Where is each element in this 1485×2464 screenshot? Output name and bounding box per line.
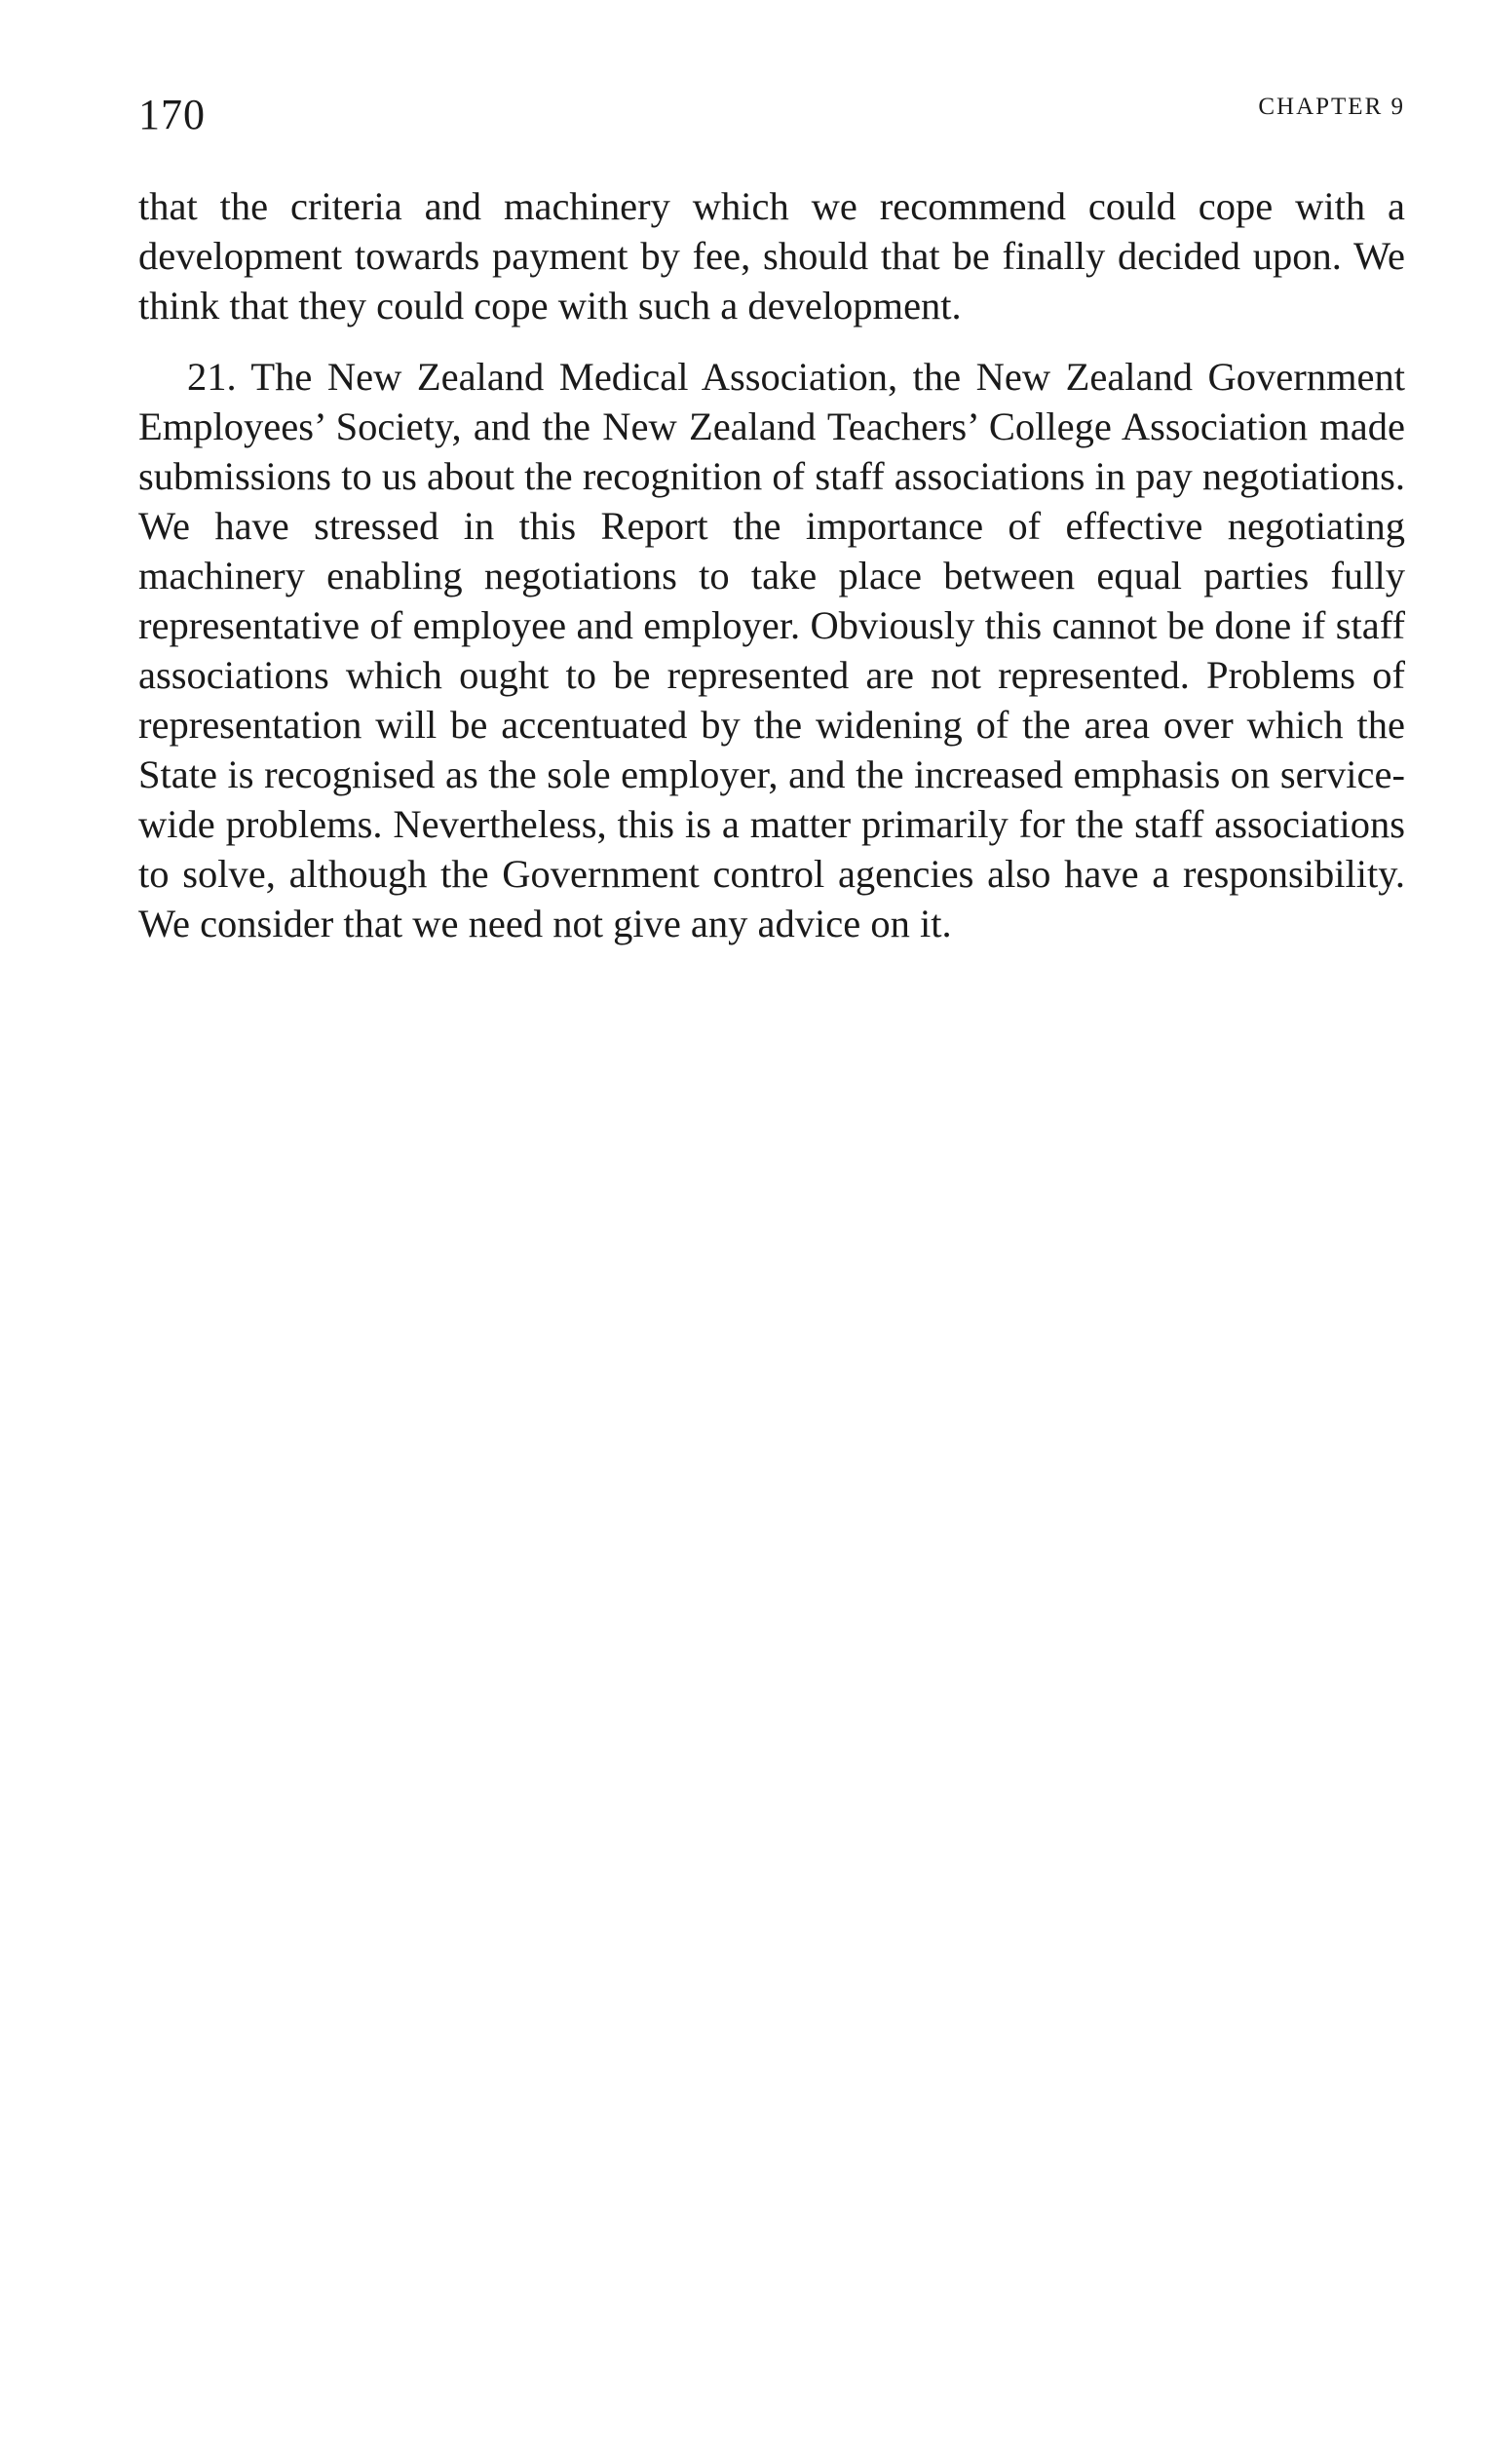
paragraph-continuation: that the criteria and machinery which we recommend could cope with a development towards payment by fee, should that be finally decided upon. We think that they could cope with such a development. bbox=[138, 184, 1405, 327]
chapter-label: CHAPTER 9 bbox=[1258, 94, 1405, 120]
paragraph-21: 21. The New Zealand Medical Association, the New Zealand Government Employees’ Society, and the New Zealand Teachers’ College Association made submissions to us about the recognition of staff associations in pay negotiations. We have stressed in this Report the importance of effective negotiating machinery enabling negotiations to take place between equal parties fully representative of employee and employer. Obviously this cannot be done if staff associations which ought to be represented are not represented. Problems of representation will be accentuated by the widening of the area over which the State is recognised as the sole employer, and the increased emphasis on service-wide problems. Nevertheless, this is a matter primarily for the staff associations to solve, although the Government control agencies also have a responsibility. We consider that we need not give any advice on it. bbox=[138, 355, 1405, 945]
page-number: 170 bbox=[138, 91, 206, 138]
body-text bbox=[138, 181, 1405, 948]
running-head bbox=[138, 90, 1405, 148]
